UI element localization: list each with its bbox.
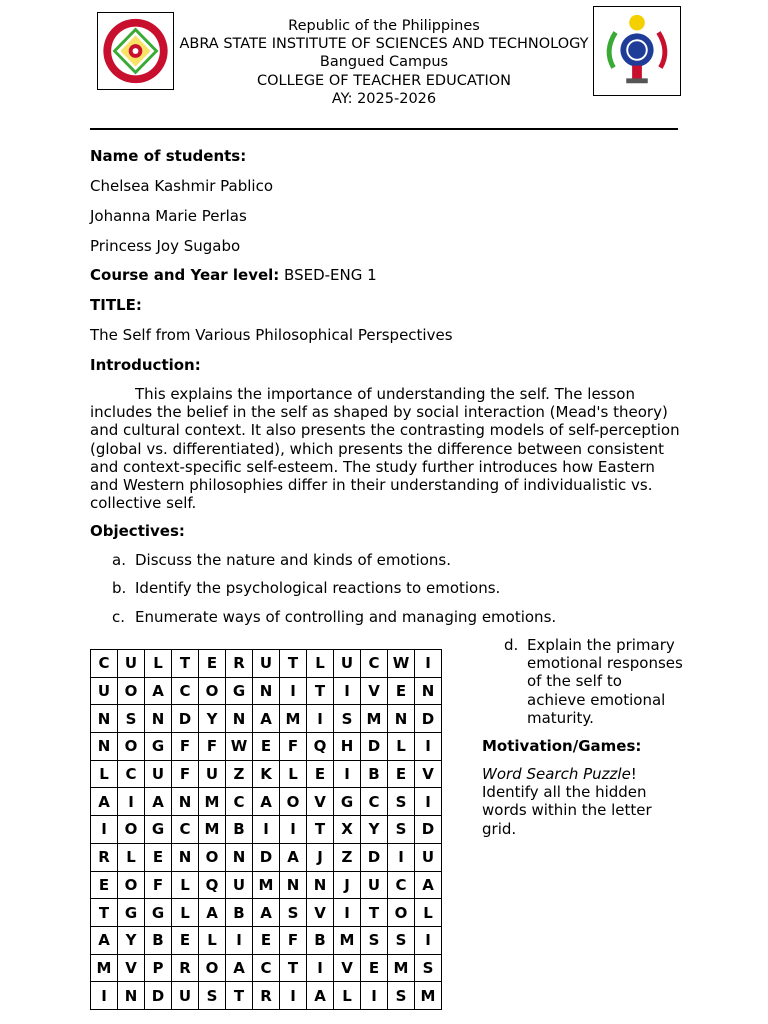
grid-letter-cell: S: [199, 982, 226, 1010]
grid-letter-cell: S: [388, 926, 415, 954]
grid-row: [91, 871, 442, 899]
grid-row: [91, 733, 442, 761]
grid-letter-cell: O: [118, 677, 145, 705]
header-country: Republic of the Philippines: [288, 18, 480, 34]
grid-letter-cell: I: [415, 650, 442, 678]
grid-letter-cell: L: [334, 982, 361, 1010]
grid-letter-cell: Y: [361, 816, 388, 844]
grid-letter-cell: I: [91, 982, 118, 1010]
objective-text: Discuss the nature and kinds of emotions.: [135, 551, 452, 569]
grid-letter-cell: B: [145, 926, 172, 954]
grid-letter-cell: N: [118, 982, 145, 1010]
objective-item: [112, 608, 556, 626]
grid-letter-cell: J: [307, 843, 334, 871]
grid-letter-cell: H: [334, 733, 361, 761]
grid-letter-cell: T: [307, 816, 334, 844]
grid-letter-cell: N: [307, 871, 334, 899]
grid-letter-cell: I: [280, 816, 307, 844]
grid-letter-cell: T: [307, 677, 334, 705]
header-academic-year: AY: 2025-2026: [331, 90, 437, 107]
grid-row: [91, 843, 442, 871]
grid-letter-cell: N: [253, 677, 280, 705]
course-value: BSED-ENG 1: [279, 266, 377, 284]
grid-letter-cell: Y: [118, 926, 145, 954]
grid-letter-cell: V: [361, 677, 388, 705]
grid-letter-cell: T: [226, 982, 253, 1010]
grid-letter-cell: N: [226, 843, 253, 871]
grid-letter-cell: A: [145, 788, 172, 816]
grid-letter-cell: M: [199, 816, 226, 844]
grid-row: [91, 788, 442, 816]
grid-letter-cell: L: [415, 899, 442, 927]
grid-letter-cell: U: [172, 982, 199, 1010]
grid-letter-cell: S: [280, 899, 307, 927]
grid-letter-cell: A: [145, 677, 172, 705]
grid-letter-cell: I: [388, 843, 415, 871]
grid-letter-cell: E: [91, 871, 118, 899]
grid-letter-cell: N: [91, 733, 118, 761]
grid-letter-cell: I: [91, 816, 118, 844]
grid-row: [91, 899, 442, 927]
grid-letter-cell: G: [118, 899, 145, 927]
grid-letter-cell: I: [226, 926, 253, 954]
grid-letter-cell: S: [334, 705, 361, 733]
grid-letter-cell: Z: [226, 760, 253, 788]
grid-letter-cell: F: [199, 733, 226, 761]
grid-letter-cell: T: [172, 650, 199, 678]
grid-letter-cell: T: [361, 899, 388, 927]
grid-letter-cell: M: [253, 871, 280, 899]
grid-letter-cell: E: [145, 843, 172, 871]
grid-letter-cell: A: [253, 705, 280, 733]
grid-letter-cell: C: [361, 788, 388, 816]
motivation-instructions: [482, 765, 672, 838]
grid-row: [91, 705, 442, 733]
grid-letter-cell: F: [280, 733, 307, 761]
grid-letter-cell: F: [172, 733, 199, 761]
grid-letter-cell: F: [280, 926, 307, 954]
grid-letter-cell: S: [388, 982, 415, 1010]
grid-letter-cell: C: [253, 954, 280, 982]
grid-letter-cell: I: [307, 705, 334, 733]
grid-letter-cell: A: [415, 871, 442, 899]
grid-row: [91, 816, 442, 844]
grid-letter-cell: I: [253, 816, 280, 844]
grid-letter-cell: V: [307, 899, 334, 927]
grid-letter-cell: U: [253, 650, 280, 678]
course-label: Course and Year level:: [90, 266, 280, 284]
grid-letter-cell: E: [199, 650, 226, 678]
word-search-grid: [90, 649, 442, 1010]
grid-letter-cell: P: [145, 954, 172, 982]
grid-row: [91, 650, 442, 678]
grid-letter-cell: L: [172, 871, 199, 899]
grid-letter-cell: N: [91, 705, 118, 733]
grid-letter-cell: M: [415, 982, 442, 1010]
grid-row: [91, 926, 442, 954]
grid-letter-cell: U: [91, 677, 118, 705]
grid-letter-cell: R: [172, 954, 199, 982]
grid-letter-cell: B: [361, 760, 388, 788]
grid-letter-cell: D: [361, 843, 388, 871]
grid-letter-cell: C: [361, 650, 388, 678]
grid-letter-cell: U: [415, 843, 442, 871]
grid-letter-cell: B: [226, 899, 253, 927]
grid-letter-cell: A: [226, 954, 253, 982]
grid-letter-cell: D: [253, 843, 280, 871]
grid-letter-cell: O: [118, 733, 145, 761]
grid-letter-cell: T: [280, 954, 307, 982]
grid-letter-cell: A: [253, 788, 280, 816]
grid-letter-cell: L: [118, 843, 145, 871]
grid-letter-cell: M: [280, 705, 307, 733]
grid-letter-cell: I: [415, 733, 442, 761]
grid-letter-cell: K: [253, 760, 280, 788]
grid-letter-cell: D: [145, 982, 172, 1010]
grid-letter-cell: O: [118, 871, 145, 899]
grid-letter-cell: M: [361, 705, 388, 733]
grid-letter-cell: N: [226, 705, 253, 733]
title-value: The Self from Various Philosophical Perspectives: [90, 326, 453, 344]
grid-letter-cell: U: [361, 871, 388, 899]
header-campus: Bangued Campus: [319, 54, 449, 71]
grid-letter-cell: C: [388, 871, 415, 899]
puzzle-instructions: ! Identify all the hidden words within the letter grid.: [482, 765, 652, 838]
grid-letter-cell: U: [118, 650, 145, 678]
grid-letter-cell: D: [172, 705, 199, 733]
grid-letter-cell: W: [226, 733, 253, 761]
grid-row: [91, 954, 442, 982]
grid-letter-cell: N: [172, 788, 199, 816]
grid-letter-cell: N: [172, 843, 199, 871]
grid-letter-cell: O: [199, 954, 226, 982]
objective-marker: c.: [112, 608, 126, 626]
grid-letter-cell: R: [253, 982, 280, 1010]
course-line: [90, 266, 377, 284]
grid-letter-cell: N: [388, 705, 415, 733]
grid-letter-cell: D: [415, 816, 442, 844]
introduction-text: This explains the importance of understanding the self. The lesson includes the belief in the self as shaped by social interaction (Mead's theory) and cultural context. It also presents the contrasting models of self-perception (global vs. differentiated), which presents the difference between consistent and context-specific self-esteem. The study further introduces how Eastern and Western philosophies differ in their understanding of individualistic vs. collective self.: [90, 385, 680, 513]
grid-letter-cell: V: [415, 760, 442, 788]
grid-letter-cell: C: [172, 816, 199, 844]
grid-letter-cell: L: [307, 650, 334, 678]
students-label: Name of students:: [90, 147, 247, 165]
grid-letter-cell: G: [334, 788, 361, 816]
objective-item: [504, 636, 684, 727]
objective-item: [112, 551, 451, 569]
objective-marker: d.: [504, 636, 519, 654]
grid-letter-cell: E: [253, 733, 280, 761]
objective-item: [112, 579, 500, 597]
grid-letter-cell: U: [334, 650, 361, 678]
grid-letter-cell: L: [145, 650, 172, 678]
grid-letter-cell: V: [118, 954, 145, 982]
grid-letter-cell: I: [415, 788, 442, 816]
grid-letter-cell: R: [226, 650, 253, 678]
grid-letter-cell: S: [118, 705, 145, 733]
grid-letter-cell: Q: [307, 733, 334, 761]
grid-letter-cell: N: [415, 677, 442, 705]
grid-letter-cell: I: [280, 677, 307, 705]
grid-letter-cell: O: [388, 899, 415, 927]
grid-letter-cell: I: [334, 677, 361, 705]
grid-letter-cell: V: [334, 954, 361, 982]
grid-letter-cell: O: [199, 843, 226, 871]
grid-row: [91, 760, 442, 788]
grid-letter-cell: I: [334, 899, 361, 927]
document-header: [100, 17, 668, 108]
grid-letter-cell: E: [361, 954, 388, 982]
puzzle-name: Word Search Puzzle: [482, 765, 631, 783]
grid-letter-cell: I: [334, 760, 361, 788]
grid-letter-cell: L: [280, 760, 307, 788]
grid-letter-cell: T: [91, 899, 118, 927]
grid-letter-cell: D: [415, 705, 442, 733]
objective-marker: b.: [112, 579, 127, 597]
grid-letter-cell: I: [307, 954, 334, 982]
grid-letter-cell: I: [361, 982, 388, 1010]
grid-letter-cell: I: [280, 982, 307, 1010]
motivation-label: Motivation/Games:: [482, 737, 642, 755]
grid-letter-cell: F: [172, 760, 199, 788]
header-college: COLLEGE OF TEACHER EDUCATION: [256, 72, 512, 89]
grid-letter-cell: Y: [199, 705, 226, 733]
grid-letter-cell: W: [388, 650, 415, 678]
grid-letter-cell: U: [199, 760, 226, 788]
grid-letter-cell: B: [307, 926, 334, 954]
grid-letter-cell: Z: [334, 843, 361, 871]
grid-letter-cell: A: [199, 899, 226, 927]
grid-letter-cell: D: [361, 733, 388, 761]
grid-letter-cell: J: [334, 871, 361, 899]
grid-letter-cell: A: [91, 926, 118, 954]
grid-letter-cell: E: [253, 926, 280, 954]
objectives-label: Objectives:: [90, 522, 185, 540]
grid-letter-cell: I: [415, 926, 442, 954]
grid-letter-cell: O: [118, 816, 145, 844]
grid-letter-cell: T: [280, 650, 307, 678]
grid-letter-cell: L: [199, 926, 226, 954]
grid-letter-cell: E: [307, 760, 334, 788]
grid-letter-cell: S: [388, 816, 415, 844]
grid-letter-cell: S: [415, 954, 442, 982]
grid-letter-cell: S: [388, 788, 415, 816]
grid-letter-cell: M: [388, 954, 415, 982]
grid-letter-cell: L: [172, 899, 199, 927]
grid-row: [91, 677, 442, 705]
introduction-label: Introduction:: [90, 356, 201, 374]
objective-text: Identify the psychological reactions to emotions.: [135, 579, 501, 597]
grid-letter-cell: G: [226, 677, 253, 705]
grid-letter-cell: A: [307, 982, 334, 1010]
grid-letter-cell: E: [172, 926, 199, 954]
grid-letter-cell: N: [145, 705, 172, 733]
grid-letter-cell: C: [172, 677, 199, 705]
grid-letter-cell: M: [334, 926, 361, 954]
grid-letter-cell: V: [307, 788, 334, 816]
grid-letter-cell: I: [118, 788, 145, 816]
student-name: Princess Joy Sugabo: [90, 237, 241, 255]
grid-letter-cell: E: [388, 760, 415, 788]
grid-letter-cell: F: [145, 871, 172, 899]
grid-letter-cell: G: [145, 733, 172, 761]
grid-letter-cell: Q: [199, 871, 226, 899]
grid-letter-cell: O: [199, 677, 226, 705]
grid-letter-cell: O: [280, 788, 307, 816]
objective-marker: a.: [112, 551, 126, 569]
grid-letter-cell: A: [91, 788, 118, 816]
grid-letter-cell: X: [334, 816, 361, 844]
grid-letter-cell: C: [226, 788, 253, 816]
grid-letter-cell: A: [253, 899, 280, 927]
grid-letter-cell: G: [145, 816, 172, 844]
grid-letter-cell: N: [280, 871, 307, 899]
grid-letter-cell: L: [388, 733, 415, 761]
objective-text: Explain the primary emotional responses of the self to achieve emotional maturity.: [527, 636, 683, 727]
grid-letter-cell: E: [388, 677, 415, 705]
objective-text: Enumerate ways of controlling and managing emotions.: [135, 608, 557, 626]
grid-letter-cell: R: [91, 843, 118, 871]
grid-letter-cell: L: [91, 760, 118, 788]
header-divider: [90, 128, 678, 130]
student-name: Chelsea Kashmir Pablico: [90, 177, 274, 195]
grid-row: [91, 982, 442, 1010]
grid-letter-cell: U: [145, 760, 172, 788]
grid-letter-cell: C: [118, 760, 145, 788]
title-label: TITLE:: [90, 296, 142, 314]
grid-letter-cell: U: [226, 871, 253, 899]
student-name: Johanna Marie Perlas: [90, 207, 247, 225]
grid-letter-cell: C: [91, 650, 118, 678]
grid-letter-cell: M: [91, 954, 118, 982]
grid-letter-cell: G: [145, 899, 172, 927]
header-institution: ABRA STATE INSTITUTE OF SCIENCES AND TECHNOLOGY: [179, 36, 589, 53]
grid-letter-cell: A: [280, 843, 307, 871]
grid-letter-cell: M: [199, 788, 226, 816]
grid-letter-cell: S: [361, 926, 388, 954]
grid-letter-cell: B: [226, 816, 253, 844]
